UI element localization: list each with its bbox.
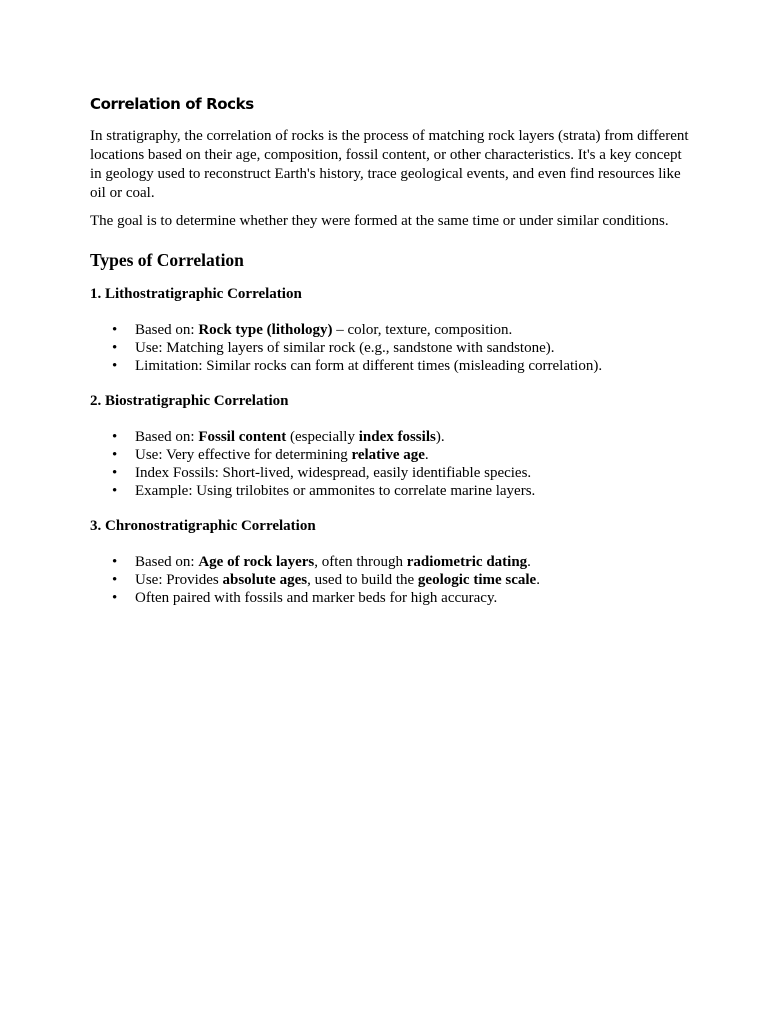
subsection-heading-lithostratigraphic: 1. Lithostratigraphic Correlation [90,286,302,302]
item-bold-text: Rock type (lithology) [198,322,333,338]
list-item [90,553,690,571]
list-item [90,446,690,464]
item-text: Use: Very effective for determining [135,447,352,463]
intro-paragraph: In stratigraphy, the correlation of rocks is the process of matching rock layers (strata) from different locations based on their age, composition, fossil content, or other characteristics. It's a key concept in geology used to reconstruct Earth's history, trace geological events, and even find resources like oil or coal. [90,128,689,201]
goal-paragraph: The goal is to determine whether they were formed at the same time or under similar conditions. [90,213,669,229]
item-text: Limitation: Similar rocks can form at different times (misleading correlation). [135,358,603,374]
item-bold-text: index fossils [358,429,436,445]
section-heading-types: Types of Correlation [90,250,244,270]
bullet-list-chronostratigraphic [90,553,690,607]
item-text: . [424,447,429,463]
item-text: . [536,572,540,588]
bullet-icon: • [112,572,118,588]
item-text: Often paired with fossils and marker beds for high accuracy. [135,590,498,606]
bullet-icon: • [112,465,118,481]
item-text: Use: Matching layers of similar rock (e.g., sandstone with sandstone). [135,340,555,356]
bullet-icon: • [112,447,118,463]
list-item [90,482,690,500]
list-item [90,464,690,482]
bullet-list-biostratigraphic [90,428,690,500]
item-text: , often through [314,554,407,570]
item-bold-text: geologic time scale [417,572,537,588]
subsection-heading-biostratigraphic: 2. Biostratigraphic Correlation [90,393,289,409]
bullet-icon: • [112,590,118,606]
item-bold-text: Fossil content [198,429,287,445]
bullet-icon: • [112,358,118,374]
item-text: – color, texture, composition. [332,322,513,338]
bullet-icon: • [112,483,118,499]
item-bold-text: absolute ages [222,572,308,588]
list-item [90,339,690,357]
item-text: Index Fossils: Short-lived, widespread, easily identifiable species. [135,465,532,481]
list-item [90,357,690,375]
list-item [90,571,690,589]
item-text: Based on: [135,554,199,570]
bullet-icon: • [112,322,118,338]
item-bold-text: Age of rock layers [198,554,315,570]
subsection-heading-chronostratigraphic: 3. Chronostratigraphic Correlation [90,518,316,534]
list-item [90,428,690,446]
item-text: (especially [286,429,359,445]
document-title: Correlation of Rocks [90,95,254,113]
item-text: Example: Using trilobites or ammonites to correlate marine layers. [135,483,536,499]
bullet-list-lithostratigraphic [90,321,690,375]
bullet-icon: • [112,340,118,356]
bullet-icon: • [112,429,118,445]
item-bold-text: radiometric dating [406,554,528,570]
item-text: . [527,554,531,570]
list-item [90,321,690,339]
bullet-icon: • [112,554,118,570]
item-text: ). [435,429,445,445]
item-text: Based on: [135,429,199,445]
item-text: Based on: [135,322,199,338]
item-text: , used to build the [307,572,418,588]
list-item [90,589,690,607]
item-bold-text: relative age [351,447,425,463]
item-text: Use: Provides [135,572,223,588]
document-page [90,94,690,624]
